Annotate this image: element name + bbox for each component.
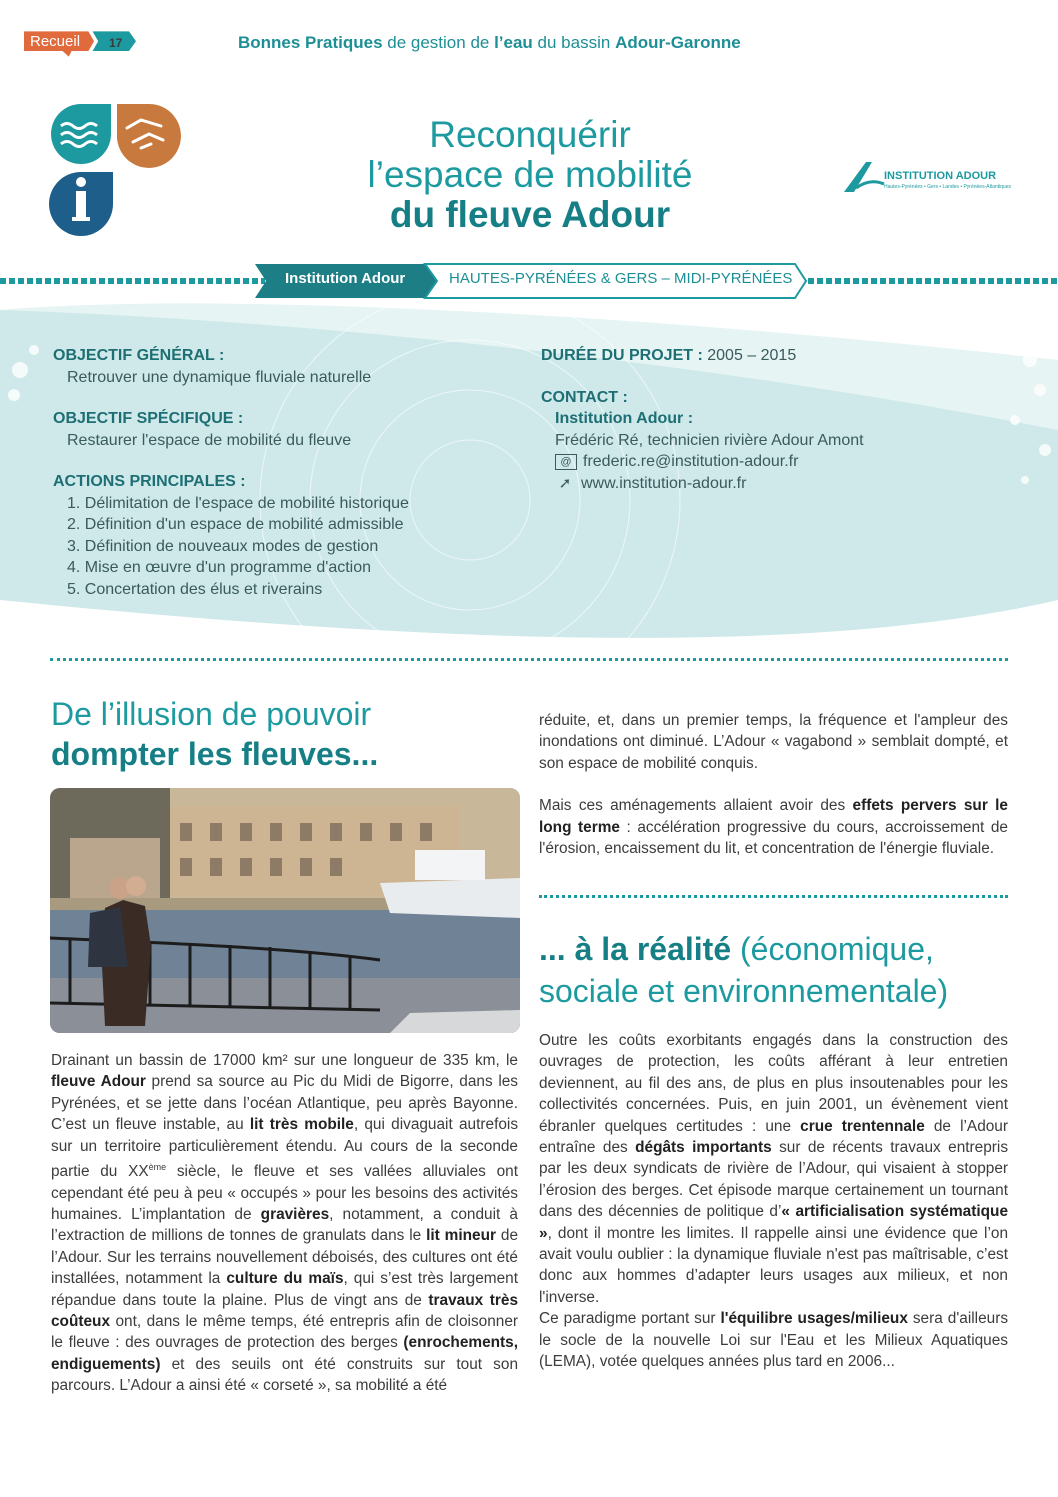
duration-value: 2005 – 2015 (707, 347, 797, 364)
contact-label: CONTACT : (541, 388, 628, 406)
running-title-part: du bassin (532, 33, 616, 52)
running-title-part: Adour-Garonne (615, 33, 741, 52)
title-line: l’espace de mobilité (367, 154, 693, 195)
logo-tagline: Hautes-Pyrénées • Gers • Landes • Pyrénées-Atlantiques (884, 184, 1011, 190)
running-title-part: Bonnes Pratiques (238, 33, 383, 52)
handshake-icon (117, 104, 181, 168)
section2-title-bold: ... à la réalité (539, 931, 732, 967)
project-info-left (53, 345, 523, 600)
general-objective: Retrouver une dynamique fluviale naturelle (67, 368, 372, 386)
theme-icons (49, 102, 181, 238)
info-icon (49, 172, 113, 236)
contact-email[interactable]: frederic.re@institution-adour.fr (583, 453, 799, 470)
separator (50, 658, 1008, 661)
running-title-part: de gestion de (382, 33, 495, 52)
contact-person: Frédéric Ré, technicien rivière Adour Amont (555, 431, 864, 449)
running-title (238, 33, 741, 53)
action-item: 3. Définition de nouveaux modes de gestion (67, 537, 379, 555)
page-number: 17 (109, 36, 123, 50)
web-icon: ➚ (558, 474, 572, 492)
page-title (300, 115, 760, 235)
river-photo (50, 788, 520, 1033)
section2-title (539, 928, 1009, 1012)
action-item: 2. Définition d'un espace de mobilité admissible (67, 516, 404, 533)
logo-name: INSTITUTION ADOUR (884, 170, 997, 182)
title-line: Reconquérir (429, 114, 631, 155)
section1-body-right: réduite, et, dans un premier temps, la fréquence et l'ampleur des inondations ont diminué. L’Adour « vagabond » semblait dompté, et son espace de mobilité conquis. Mais ces aménagements allaient avoir des effets pervers sur le long terme : accélération progressive du cours, accroissement de l'érosion, encaissement du lit, et concentration de l'énergie fluviale. (539, 712, 1008, 858)
contact-organization: Institution Adour : (555, 410, 694, 427)
section2-body: Outre les coûts exorbitants engagés dans la construction des ouvrages de protection, les coûts afférant à leur entretien deviennent, au fil des ans, de plus en plus insoutenables pour les collectivités concernées. Puis, en juin 2001, un évènement vient ébranler quelques certitudes : une crue trentennale de l’Adour entraîne des dégâts importants sur de récents travaux entrepris par les deux syndicats de rivière de l’Adour, qui visaient à stopper l’érosion des berges. Cet épisode marque certainement un tournant dans des décennies de politique d’« artificialisation systématique », dont il montre les limites. Il rappelle ainsi une évidence que l’on avait voulu oublier : la dynamique fluviale n'est pas maîtrisable, c’est donc aux hommes d’adapter leurs usages aux milieux, et non l'inverse. Ce paradigme portant sur l'équilibre usages/milieux sera d'ailleurs le socle de la nouvelle Loi sur l'Eau et les Milieux Aquatiques (LEMA), votée quelques années plus tard en 2006... (539, 1032, 1009, 1371)
action-item: 1. Délimitation de l'espace de mobilité historique (67, 494, 409, 512)
specific-objective-label: OBJECTIF SPÉCIFIQUE : (53, 410, 244, 427)
action-item: 4. Mise en œuvre d'un programme d'action (67, 559, 372, 576)
separator (539, 895, 1008, 898)
email-icon: @ (555, 454, 577, 470)
project-info-right (541, 345, 1011, 494)
action-item: 5. Concertation des élus et riverains (67, 580, 323, 598)
actions-label: ACTIONS PRINCIPALES : (53, 473, 246, 490)
section1-title-line1: De l’illusion de pouvoir (51, 696, 372, 732)
ribbon-organization: Institution Adour (285, 270, 406, 287)
section2-title-rest: (économique, sociale et environnementale) (539, 931, 949, 1009)
duration-label: DURÉE DU PROJET : (541, 347, 703, 364)
general-objective-label: OBJECTIF GÉNÉRAL : (53, 347, 225, 364)
institution-adour-logo-icon (842, 158, 886, 194)
specific-objective: Restaurer l'espace de mobilité du fleuve (67, 431, 352, 449)
title-line-bold: du fleuve Adour (389, 194, 671, 235)
ribbon-region: HAUTES-PYRÉNÉES & GERS – MIDI-PYRÉNÉES (449, 270, 793, 287)
section1-title (51, 694, 378, 774)
section1-title-line2: dompter les fleuves... (51, 736, 379, 772)
running-title-part: l’eau (494, 33, 533, 52)
recueil-label: Recueil (30, 33, 81, 50)
contact-website[interactable]: www.institution-adour.fr (581, 474, 747, 492)
section1-body-left: Drainant un bassin de 17000 km² sur une longueur de 335 km, le fleuve Adour prend sa source au Pic du Midi de Bigorre, dans les Pyrénées, et se jette dans l’océan Atlantique, peu après Bayonne. C’est un fleuve instable, au lit très mobile, qui divaguait autrefois sur un territoire particulièrement étendu. Au cours de la seconde partie du XXème siècle, le fleuve et ses vallées alluviales ont cependant été peu à peu « occupés » pour les besoins des activités humaines. L’implantation de gravières, notamment, a conduit à l’extraction de millions de tonnes de granulats dans le lit mineur de l’Adour. Sur les terrains nouvellement déboisés, des cultures ont été installées, notamment la culture du maïs, qui s’est très largement répandue dans toute la plaine. Plus de vingt ans de travaux très coûteux ont, dans le même temps, été entrepris afin de cloisonner le fleuve : des ouvrages de protection des berges (enrochements, endiguements) et des seuils ont été construits sur tout son parcours. L’Adour a ainsi été « corseté », sa mobilité a été (51, 1052, 519, 1395)
water-icon (51, 104, 111, 164)
